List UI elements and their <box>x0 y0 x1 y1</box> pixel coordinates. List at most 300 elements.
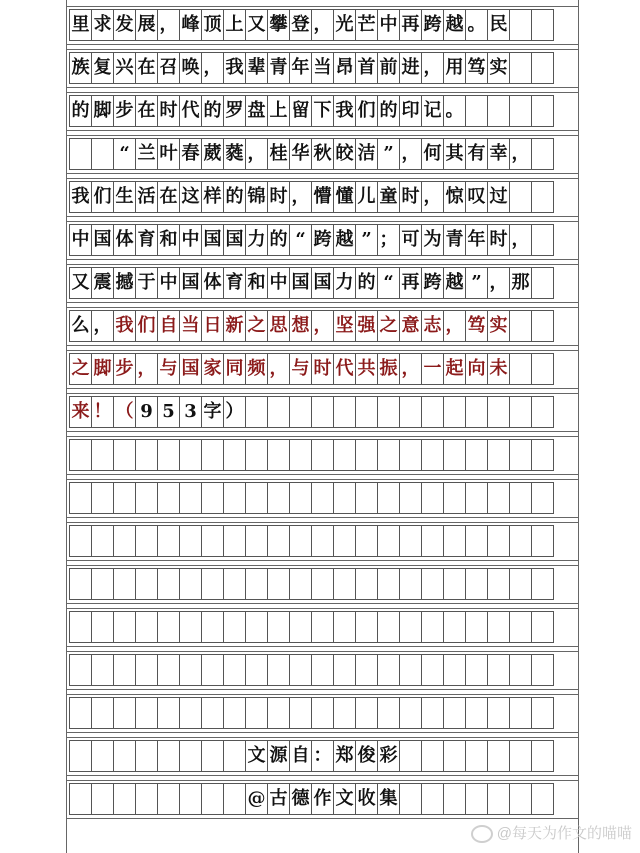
grid-cell: 笃 <box>465 310 488 342</box>
grid-cell <box>91 654 114 686</box>
grid-cell <box>201 568 224 600</box>
grid-cell: 代 <box>179 95 202 127</box>
row-rule <box>66 479 578 480</box>
grid-cell: 作 <box>311 783 334 815</box>
grid-cell: 的 <box>377 95 400 127</box>
grid-row <box>69 611 575 643</box>
grid-cell: “ <box>377 267 400 299</box>
grid-cell: 之 <box>69 353 92 385</box>
grid-cell: ， <box>443 310 466 342</box>
row-rule <box>66 87 578 88</box>
grid-cell <box>179 740 202 772</box>
grid-cell: 与 <box>157 353 180 385</box>
grid-cell: 震 <box>91 267 114 299</box>
grid-cell <box>333 396 356 428</box>
grid-cell <box>487 525 510 557</box>
grid-cell: 于 <box>135 267 158 299</box>
grid-cell <box>399 654 422 686</box>
grid-cell <box>223 740 246 772</box>
grid-cell <box>289 396 312 428</box>
grid-cell: 时 <box>399 181 422 213</box>
grid-cell: 起 <box>443 353 466 385</box>
grid-cell: “ <box>113 138 136 170</box>
grid-cell <box>135 568 158 600</box>
row-rule <box>66 603 578 604</box>
grid-cell: 实 <box>487 52 510 84</box>
grid-cell: 们 <box>135 310 158 342</box>
grid-cell <box>399 525 422 557</box>
grid-cell <box>135 654 158 686</box>
grid-cell <box>487 396 510 428</box>
grid-cell <box>157 783 180 815</box>
grid-cell: 儿 <box>355 181 378 213</box>
grid-cell: 强 <box>355 310 378 342</box>
grid-cell <box>465 439 488 471</box>
grid-cell <box>421 654 444 686</box>
row-rule <box>66 92 578 93</box>
grid-cell: 9 <box>135 396 158 428</box>
grid-cell: ” <box>377 138 400 170</box>
grid-cell <box>267 568 290 600</box>
grid-cell <box>487 654 510 686</box>
grid-cell <box>465 697 488 729</box>
grid-cell <box>443 396 466 428</box>
grid-cell <box>245 611 268 643</box>
row-rule <box>66 522 578 523</box>
grid-cell: 又 <box>245 9 268 41</box>
grid-cell <box>223 482 246 514</box>
row-rule <box>66 780 578 781</box>
grid-cell <box>421 611 444 643</box>
grid-cell: 国 <box>311 267 334 299</box>
grid-cell: 可 <box>399 224 422 256</box>
grid-cell <box>179 525 202 557</box>
grid-cell: ， <box>135 353 158 385</box>
grid-cell: “ <box>289 224 312 256</box>
row-rule <box>66 694 578 695</box>
grid-cell <box>289 525 312 557</box>
grid-cell <box>69 138 92 170</box>
grid-cell <box>179 783 202 815</box>
grid-cell: 记 <box>421 95 444 127</box>
grid-cell <box>333 439 356 471</box>
grid-cell <box>531 310 554 342</box>
grid-cell <box>531 654 554 686</box>
grid-cell: 年 <box>465 224 488 256</box>
grid-cell: 春 <box>179 138 202 170</box>
grid-cell <box>333 697 356 729</box>
grid-cell: 们 <box>355 95 378 127</box>
grid-cell: ， <box>421 181 444 213</box>
grid-cell: 光 <box>333 9 356 41</box>
grid-cell: 的 <box>201 95 224 127</box>
grid-cell <box>91 138 114 170</box>
grid-cell <box>531 353 554 385</box>
grid-cell: ， <box>399 138 422 170</box>
grid-cell: 下 <box>311 95 334 127</box>
grid-cell <box>333 482 356 514</box>
grid-cell: 在 <box>135 52 158 84</box>
grid-cell <box>399 482 422 514</box>
grid-cell: 未 <box>487 353 510 385</box>
grid-cell <box>399 697 422 729</box>
grid-cell: 中 <box>69 224 92 256</box>
row-rule <box>66 345 578 346</box>
grid-row <box>69 224 575 256</box>
grid-cell <box>113 783 136 815</box>
grid-cell <box>113 482 136 514</box>
grid-cell: 力 <box>333 267 356 299</box>
grid-cell <box>91 525 114 557</box>
grid-row <box>69 353 575 385</box>
grid-cell <box>311 525 334 557</box>
grid-cell <box>377 482 400 514</box>
grid-cell <box>443 783 466 815</box>
grid-cell: 自 <box>289 740 312 772</box>
grid-cell: ： <box>311 740 334 772</box>
grid-cell <box>223 611 246 643</box>
grid-cell: 意 <box>399 310 422 342</box>
grid-cell <box>487 740 510 772</box>
grid-cell: ， <box>399 353 422 385</box>
grid-cell <box>421 740 444 772</box>
grid-cell <box>267 654 290 686</box>
grid-cell: ， <box>311 9 334 41</box>
grid-cell <box>531 138 554 170</box>
grid-row <box>69 52 575 84</box>
grid-cell <box>289 568 312 600</box>
grid-cell <box>333 611 356 643</box>
grid-cell <box>377 396 400 428</box>
grid-cell <box>421 697 444 729</box>
grid-cell <box>399 568 422 600</box>
grid-cell <box>69 611 92 643</box>
grid-cell: 和 <box>157 224 180 256</box>
grid-cell: 郑 <box>333 740 356 772</box>
grid-cell: （ <box>113 396 136 428</box>
grid-cell: 育 <box>223 267 246 299</box>
grid-cell: 坚 <box>333 310 356 342</box>
grid-cell <box>509 611 532 643</box>
grid-cell: 懂 <box>333 181 356 213</box>
grid-cell <box>311 439 334 471</box>
grid-cell <box>355 654 378 686</box>
grid-cell: 惊 <box>443 181 466 213</box>
grid-cell: 我 <box>333 95 356 127</box>
grid-cell: 体 <box>201 267 224 299</box>
grid-cell <box>333 654 356 686</box>
grid-cell <box>267 439 290 471</box>
grid-cell <box>355 568 378 600</box>
grid-cell <box>355 697 378 729</box>
grid-cell <box>531 439 554 471</box>
grid-cell <box>509 654 532 686</box>
grid-cell <box>531 482 554 514</box>
grid-cell: ， <box>245 138 268 170</box>
grid-cell <box>509 525 532 557</box>
grid-cell: 叶 <box>157 138 180 170</box>
grid-cell <box>113 525 136 557</box>
grid-cell <box>113 697 136 729</box>
grid-cell <box>223 697 246 729</box>
grid-cell <box>531 568 554 600</box>
grid-cell <box>509 95 532 127</box>
grid-cell: 民 <box>487 9 510 41</box>
grid-cell <box>355 525 378 557</box>
grid-cell <box>91 482 114 514</box>
grid-cell <box>69 525 92 557</box>
grid-cell: 俊 <box>355 740 378 772</box>
grid-cell: 懵 <box>311 181 334 213</box>
grid-cell <box>91 783 114 815</box>
row-rule <box>66 689 578 690</box>
grid-row <box>69 740 575 772</box>
grid-cell: 越 <box>443 267 466 299</box>
grid-cell <box>69 482 92 514</box>
row-rule <box>66 608 578 609</box>
grid-cell <box>135 783 158 815</box>
grid-cell <box>179 482 202 514</box>
grid-cell: 为 <box>421 224 444 256</box>
grid-cell <box>509 740 532 772</box>
grid-cell <box>157 525 180 557</box>
grid-cell: 当 <box>311 52 334 84</box>
grid-cell <box>465 568 488 600</box>
grid-cell: 文 <box>245 740 268 772</box>
grid-cell <box>113 654 136 686</box>
grid-cell: ） <box>223 396 246 428</box>
margin-rule <box>66 0 67 853</box>
weibo-icon <box>471 825 493 843</box>
grid-cell <box>113 568 136 600</box>
row-rule <box>66 517 578 518</box>
grid-cell <box>223 568 246 600</box>
grid-cell: 首 <box>355 52 378 84</box>
grid-cell <box>91 740 114 772</box>
grid-cell <box>69 783 92 815</box>
grid-cell <box>333 525 356 557</box>
grid-cell <box>443 697 466 729</box>
grid-cell <box>157 439 180 471</box>
grid-cell <box>421 568 444 600</box>
grid-cell: 国 <box>223 224 246 256</box>
grid-cell <box>113 740 136 772</box>
grid-cell <box>201 525 224 557</box>
grid-cell <box>201 740 224 772</box>
grid-cell <box>443 654 466 686</box>
grid-cell <box>135 697 158 729</box>
grid-cell <box>399 439 422 471</box>
grid-cell <box>421 525 444 557</box>
grid-cell <box>531 181 554 213</box>
grid-cell: 跨 <box>421 267 444 299</box>
grid-row <box>69 138 575 170</box>
grid-cell: 何 <box>421 138 444 170</box>
grid-cell <box>465 654 488 686</box>
grid-cell <box>509 181 532 213</box>
grid-cell <box>113 439 136 471</box>
grid-cell <box>487 482 510 514</box>
row-rule <box>66 49 578 50</box>
grid-cell: 来 <box>69 396 92 428</box>
grid-cell <box>509 396 532 428</box>
grid-cell: 越 <box>333 224 356 256</box>
grid-cell: 时 <box>311 353 334 385</box>
grid-cell <box>531 9 554 41</box>
grid-cell <box>377 525 400 557</box>
row-rule <box>66 651 578 652</box>
grid-cell: 年 <box>289 52 312 84</box>
grid-cell <box>179 439 202 471</box>
grid-cell: 发 <box>113 9 136 41</box>
grid-cell <box>355 611 378 643</box>
grid-cell <box>157 697 180 729</box>
grid-cell: 德 <box>289 783 312 815</box>
grid-cell <box>179 697 202 729</box>
grid-cell: 青 <box>443 224 466 256</box>
grid-cell <box>465 396 488 428</box>
grid-cell <box>267 482 290 514</box>
row-rule <box>66 216 578 217</box>
grid-cell: 留 <box>289 95 312 127</box>
row-rule <box>66 388 578 389</box>
grid-cell: 洁 <box>355 138 378 170</box>
row-rule <box>66 350 578 351</box>
grid-cell <box>289 611 312 643</box>
grid-cell <box>245 654 268 686</box>
row-rule <box>66 135 578 136</box>
grid-cell <box>443 611 466 643</box>
grid-cell: ， <box>201 52 224 84</box>
grid-cell <box>377 654 400 686</box>
watermark-text: @每天为作文的喵喵 <box>496 824 632 842</box>
grid-cell: 唤 <box>179 52 202 84</box>
grid-cell: 越 <box>443 9 466 41</box>
grid-cell: ！ <box>91 396 114 428</box>
grid-cell <box>157 740 180 772</box>
grid-cell <box>69 740 92 772</box>
grid-cell <box>443 525 466 557</box>
grid-cell: 之 <box>245 310 268 342</box>
grid-cell: 兴 <box>113 52 136 84</box>
grid-cell <box>267 611 290 643</box>
grid-cell: 上 <box>267 95 290 127</box>
grid-cell: 跨 <box>311 224 334 256</box>
grid-cell <box>355 396 378 428</box>
grid-cell <box>135 439 158 471</box>
grid-cell: 同 <box>223 353 246 385</box>
grid-cell <box>91 611 114 643</box>
grid-cell <box>311 568 334 600</box>
grid-cell <box>443 568 466 600</box>
row-rule <box>66 565 578 566</box>
grid-cell: 脚 <box>91 353 114 385</box>
grid-cell <box>333 568 356 600</box>
grid-cell: 向 <box>465 353 488 385</box>
grid-cell: 步 <box>113 95 136 127</box>
grid-cell: 生 <box>113 181 136 213</box>
grid-cell <box>509 697 532 729</box>
grid-cell <box>245 439 268 471</box>
grid-cell: 求 <box>91 9 114 41</box>
grid-cell: ， <box>289 181 312 213</box>
grid-cell: 峰 <box>179 9 202 41</box>
grid-cell <box>487 697 510 729</box>
grid-cell <box>267 697 290 729</box>
grid-cell <box>311 654 334 686</box>
grid-cell <box>179 654 202 686</box>
grid-cell <box>135 740 158 772</box>
row-rule <box>66 775 578 776</box>
grid-cell <box>531 267 554 299</box>
grid-cell: 时 <box>157 95 180 127</box>
grid-row <box>69 482 575 514</box>
grid-cell: 那 <box>509 267 532 299</box>
grid-cell: 中 <box>157 267 180 299</box>
grid-cell: 振 <box>377 353 400 385</box>
grid-cell <box>509 439 532 471</box>
grid-cell: 再 <box>399 267 422 299</box>
grid-cell: ， <box>267 353 290 385</box>
grid-cell <box>509 9 532 41</box>
grid-cell <box>135 525 158 557</box>
grid-cell: 里 <box>69 9 92 41</box>
grid-cell <box>91 439 114 471</box>
grid-cell: 青 <box>267 52 290 84</box>
grid-cell <box>377 697 400 729</box>
grid-cell: 葳 <box>201 138 224 170</box>
grid-cell <box>487 611 510 643</box>
grid-cell: 昂 <box>333 52 356 84</box>
grid-cell <box>421 439 444 471</box>
row-rule <box>66 431 578 432</box>
row-rule <box>66 130 578 131</box>
grid-cell: 体 <box>113 224 136 256</box>
grid-cell: 集 <box>377 783 400 815</box>
row-rule <box>66 6 578 7</box>
grid-cell: 叹 <box>465 181 488 213</box>
grid-cell: 。 <box>443 95 466 127</box>
grid-cell: 当 <box>179 310 202 342</box>
grid-cell <box>91 568 114 600</box>
grid-cell <box>421 396 444 428</box>
grid-cell: 家 <box>201 353 224 385</box>
grid-cell <box>135 611 158 643</box>
grid-cell <box>69 439 92 471</box>
grid-cell <box>399 783 422 815</box>
grid-cell <box>245 697 268 729</box>
grid-cell: 步 <box>113 353 136 385</box>
grid-cell <box>531 224 554 256</box>
grid-cell: ” <box>465 267 488 299</box>
grid-cell: 国 <box>91 224 114 256</box>
grid-cell <box>223 525 246 557</box>
grid-cell: 展 <box>135 9 158 41</box>
row-rule <box>66 259 578 260</box>
grid-cell <box>399 611 422 643</box>
grid-cell: 彩 <box>377 740 400 772</box>
grid-cell <box>531 697 554 729</box>
grid-cell <box>289 654 312 686</box>
grid-cell <box>201 482 224 514</box>
grid-cell <box>69 568 92 600</box>
grid-cell: 脚 <box>91 95 114 127</box>
grid-cell: 样 <box>201 181 224 213</box>
grid-cell: 兰 <box>135 138 158 170</box>
grid-cell <box>289 482 312 514</box>
grid-cell <box>245 525 268 557</box>
grid-cell <box>509 52 532 84</box>
